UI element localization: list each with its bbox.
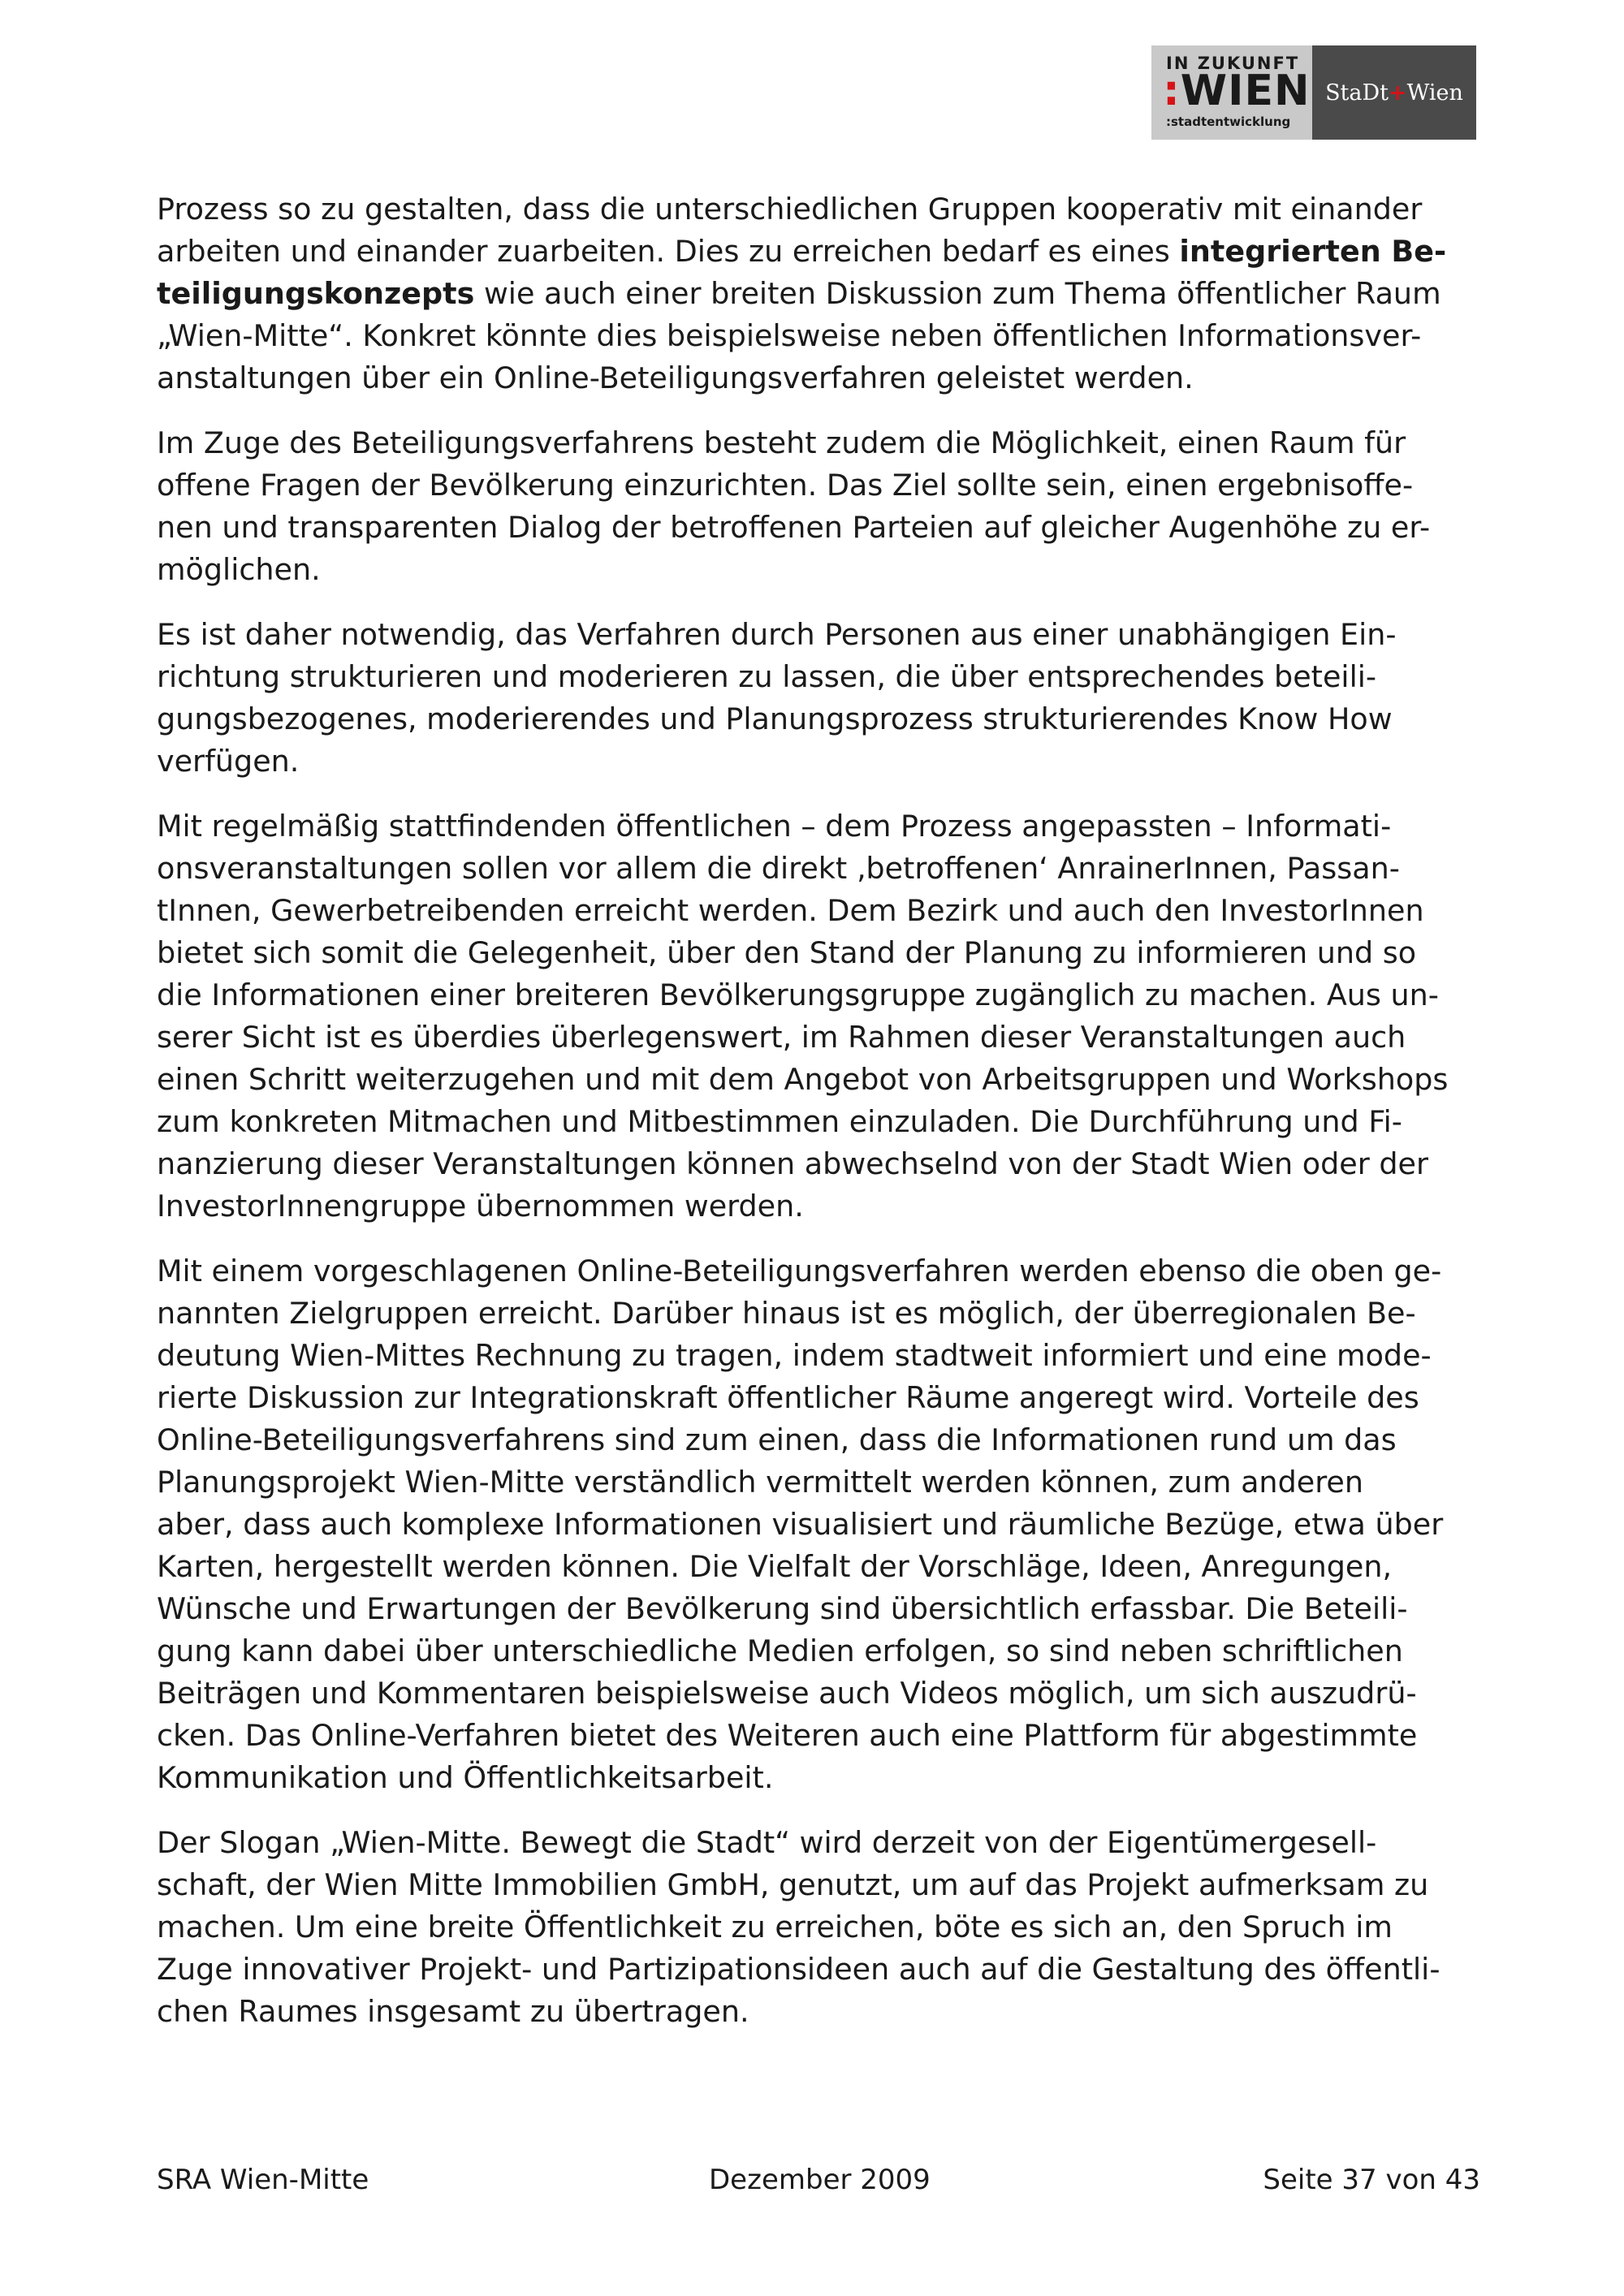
text-segment: „Wien-Mitte“. Konkret könnte dies beispielsweise neben öffentlichen Informationsver- <box>157 318 1422 353</box>
text-segment: schaft, der Wien Mitte Immobilien GmbH, genutzt, um auf das Projekt aufmerksam zu <box>157 1867 1429 1902</box>
text-segment: Karten, hergestellt werden können. Die Vielfalt der Vorschläge, Ideen, Anregungen, <box>157 1549 1393 1584</box>
text-segment: Mit einem vorgeschlagenen Online-Beteiligungsverfahren werden ebenso die oben ge- <box>157 1254 1442 1288</box>
text-segment: richtung strukturieren und moderieren zu lassen, die über entsprechendes beteili- <box>157 659 1377 694</box>
text-line <box>157 507 1488 549</box>
footer-page-number: Seite 37 von 43 <box>1263 2164 1480 2196</box>
text-line <box>157 656 1488 698</box>
text-line <box>157 1630 1488 1672</box>
text-segment: offene Fragen der Bevölkerung einzurichten. Das Ziel sollte sein, einen ergebnisoffe- <box>157 468 1414 503</box>
footer-document-title: SRA Wien-Mitte <box>157 2164 369 2196</box>
text-line <box>157 1143 1488 1185</box>
paragraph <box>157 422 1488 591</box>
paragraph <box>157 1822 1488 2033</box>
text-line <box>157 740 1488 783</box>
text-segment: Mit regelmäßig stattfindenden öffentlichen – dem Prozess angepassten – Informati- <box>157 809 1392 844</box>
text-line <box>157 1293 1488 1335</box>
text-line <box>157 932 1488 974</box>
text-segment: Der Slogan „Wien-Mitte. Bewegt die Stadt“ wird derzeit von der Eigentümergesell- <box>157 1825 1377 1860</box>
text-segment: Wünsche und Erwartungen der Bevölkerung sind übersichtlich erfassbar. Die Beteili- <box>157 1591 1408 1626</box>
text-segment: nannten Zielgruppen erreicht. Darüber hinaus ist es möglich, der überregionalen Be- <box>157 1296 1416 1331</box>
text-segment: aber, dass auch komplexe Informationen visualisiert und räumliche Bezüge, etwa über <box>157 1507 1444 1542</box>
text-segment: Prozess so zu gestalten, dass die unterschiedlichen Gruppen kooperativ mit einander <box>157 192 1423 227</box>
document-body <box>157 188 1488 2056</box>
text-line <box>157 1016 1488 1059</box>
text-segment: gungsbezogenes, moderierendes und Planungsprozess strukturierendes Know How <box>157 701 1393 736</box>
text-line <box>157 974 1488 1016</box>
logo-top-text: IN ZUKUNFT <box>1166 54 1300 73</box>
text-segment: InvestorInnengruppe übernommen werden. <box>157 1189 804 1224</box>
text-segment: Kommunikation und Öffentlichkeitsarbeit. <box>157 1760 774 1795</box>
text-line <box>157 1672 1488 1715</box>
text-line <box>157 805 1488 848</box>
text-segment: arbeiten und einander zuarbeiten. Dies zu erreichen bedarf es eines <box>157 234 1180 269</box>
text-line <box>157 1335 1488 1377</box>
text-line <box>157 1185 1488 1228</box>
text-segment: die Informationen einer breiteren Bevölkerungsgruppe zugänglich zu machen. Aus un- <box>157 978 1439 1012</box>
paragraph <box>157 1250 1488 1799</box>
text-segment: zum konkreten Mitmachen und Mitbestimmen einzuladen. Die Durchführung und Fi- <box>157 1104 1402 1139</box>
text-line <box>157 1546 1488 1588</box>
text-line <box>157 1864 1488 1906</box>
text-line <box>157 549 1488 591</box>
text-segment: einen Schritt weiterzugehen und mit dem Angebot von Arbeitsgruppen und Workshops <box>157 1062 1449 1097</box>
text-line <box>157 890 1488 932</box>
text-segment: gung kann dabei über unterschiedliche Medien erfolgen, so sind neben schriftlichen <box>157 1634 1403 1668</box>
paragraph <box>157 188 1488 399</box>
text-segment: Es ist daher notwendig, das Verfahren durch Personen aus einer unabhängigen Ein- <box>157 617 1397 652</box>
text-line <box>157 1101 1488 1143</box>
paragraph <box>157 614 1488 783</box>
text-line <box>157 1377 1488 1419</box>
bold-text: teiligungskonzepts <box>157 276 475 311</box>
text-segment: tInnen, Gewerbetreibenden erreicht werden. Dem Bezirk und auch den InvestorInnen <box>157 893 1424 928</box>
stadt-wien-logo <box>1312 45 1476 140</box>
text-line <box>157 1588 1488 1630</box>
logo-colon: : <box>1163 67 1181 115</box>
text-segment: deutung Wien-Mittes Rechnung zu tragen, indem stadtweit informiert und eine mode- <box>157 1338 1432 1373</box>
text-line <box>157 315 1488 357</box>
text-line <box>157 1757 1488 1799</box>
text-line <box>157 188 1488 231</box>
text-segment: cken. Das Online-Verfahren bietet des Weiteren auch eine Plattform für abgestimmte <box>157 1718 1418 1753</box>
stadtentwicklung-logo <box>1151 45 1312 140</box>
text-segment: nanzierung dieser Veranstaltungen können abwechselnd von der Stadt Wien oder der <box>157 1146 1428 1181</box>
text-line <box>157 1461 1488 1504</box>
text-line <box>157 1059 1488 1101</box>
text-segment: bietet sich somit die Gelegenheit, über den Stand der Planung zu informieren und so <box>157 935 1417 970</box>
text-segment: Zuge innovativer Projekt- und Partizipationsideen auch auf die Gestaltung des öffentli- <box>157 1952 1440 1987</box>
text-segment: möglichen. <box>157 552 321 587</box>
logo-city-right: Wien <box>1406 80 1463 106</box>
text-line <box>157 1504 1488 1546</box>
text-segment: wie auch einer breiten Diskussion zum Thema öffentlicher Raum <box>474 276 1441 311</box>
text-line <box>157 464 1488 507</box>
text-line <box>157 1991 1488 2033</box>
text-line <box>157 698 1488 740</box>
text-line <box>157 422 1488 464</box>
text-segment: verfügen. <box>157 744 300 779</box>
logo-sub-text: :stadtentwicklung <box>1166 114 1291 129</box>
text-line <box>157 357 1488 399</box>
text-segment: machen. Um eine breite Öffentlichkeit zu erreichen, böte es sich an, den Spruch im <box>157 1910 1393 1944</box>
text-segment: onsveranstaltungen sollen vor allem die direkt ‚betroffenen‘ AnrainerInnen, Passan- <box>157 851 1400 886</box>
text-segment: serer Sicht ist es überdies überlegenswert, im Rahmen dieser Veranstaltungen auch <box>157 1020 1406 1055</box>
logo-main-text <box>1163 68 1311 114</box>
text-line <box>157 614 1488 656</box>
text-segment: Planungsprojekt Wien-Mitte verständlich vermittelt werden können, zum anderen <box>157 1465 1363 1500</box>
text-segment: Im Zuge des Beteiligungsverfahrens besteht zudem die Möglichkeit, einen Raum für <box>157 425 1406 460</box>
text-line <box>157 1419 1488 1461</box>
logo-wien: WIEN <box>1180 67 1311 115</box>
page-footer <box>157 2160 1480 2200</box>
text-segment: rierte Diskussion zur Integrationskraft öffentlicher Räume angeregt wird. Vorteile des <box>157 1380 1419 1415</box>
text-line <box>157 1715 1488 1757</box>
logo-city-left: StaDt <box>1325 80 1389 106</box>
logo-city-cross: + <box>1389 80 1407 106</box>
text-line <box>157 1906 1488 1949</box>
text-line <box>157 273 1488 315</box>
text-line <box>157 1822 1488 1864</box>
text-segment: Beiträgen und Kommentaren beispielsweise auch Videos möglich, um sich auszudrü- <box>157 1676 1417 1711</box>
text-line <box>157 1949 1488 1991</box>
text-segment: nen und transparenten Dialog der betroffenen Parteien auf gleicher Augenhöhe zu er- <box>157 510 1431 545</box>
text-segment: Online-Beteiligungsverfahrens sind zum einen, dass die Informationen rund um das <box>157 1422 1397 1457</box>
header-logo <box>1151 45 1476 140</box>
paragraph <box>157 805 1488 1228</box>
footer-date: Dezember 2009 <box>709 2164 931 2196</box>
text-segment: anstaltungen über ein Online-Beteiligungsverfahren geleistet werden. <box>157 360 1194 395</box>
text-line <box>157 231 1488 273</box>
text-segment: chen Raumes insgesamt zu übertragen. <box>157 1994 749 2029</box>
text-line <box>157 848 1488 890</box>
text-line <box>157 1250 1488 1293</box>
bold-text: integrierten Be- <box>1179 234 1447 269</box>
